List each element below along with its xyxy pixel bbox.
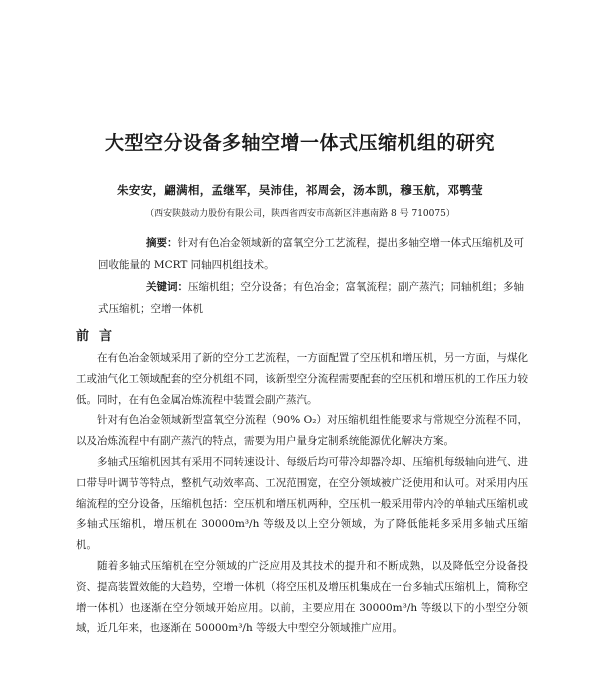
paper-title: 大型空分设备多轴空增一体式压缩机组的研究: [104, 132, 495, 154]
body-paragraph: 在有色冶金领域采用了新的空分工艺流程，一方面配置了空压机和增压机，另一方面，与煤化工或油气化工领域配套的空分机组不同，该新型空分流程需要配套的空压机和增压机的工作压力较低。同时，在有色金属冶炼流程中装置会副产蒸汽。: [76, 352, 528, 406]
keywords-text: 压缩机组；空分设备；有色冶金；富氧流程；副产蒸汽；同轴机组；多轴式压缩机；空增一体机: [98, 281, 524, 315]
affiliation: （西安陕鼓动力股份有限公司，陕西省西安市高新区沣惠南路 8 号 710075）: [145, 209, 455, 219]
body-text: [76, 348, 528, 639]
abstract-label: 摘要：: [146, 237, 178, 249]
author-list: 朱安安，翩满相，孟继军，吴沛佳，祁周会，汤本凯，穆玉航，邓鹗莹: [117, 183, 483, 197]
section-heading: 前言: [76, 329, 123, 344]
body-paragraph: 多轴式压缩机因其有采用不同转速设计、每级后均可带冷却器冷却、压缩机每级轴向进气、进口带导叶调节等特点，整机气动效率高、工况范围宽，在空分领域被广泛使用和认可。对采用内压缩流程的空分设备，压缩机包括：空压机和增压机两种，空压机一般采用带内冷的单轴式压缩机或多轴式压缩机，增压机在 30000m³/h 等级及以上空分领域，为了降低能耗多采用多轴式压缩机。: [76, 455, 528, 552]
abstract: [98, 232, 526, 276]
keywords-label: 关键词：: [146, 281, 188, 293]
body-paragraph: 随着多轴式压缩机在空分领域的广泛应用及其技术的提升和不断成熟，以及降低空分设备投资、提高装置效能的大趋势，空增一体机（将空压机及增压机集成在一台多轴式压缩机上，简称空增一体机）也逐渐在空分领域开始应用。以前，主要应用在 30000m³/h 等级以下的小型空分领域，近几年来，也逐渐在 50000m³/h 等级大中型空分领域推广应用。: [76, 559, 528, 635]
abstract-text: 针对有色冶金领域新的富氧空分工艺流程，提出多轴空增一体式压缩机及可回收能量的 MCRT 同轴四机组技术。: [98, 237, 524, 271]
keywords: [98, 276, 526, 320]
body-paragraph: 针对有色冶金领域新型富氧空分流程（90% O₂）对压缩机组性能要求与常规空分流程不同，以及冶炼流程中有副产蒸汽的特点，需要为用户量身定制系统能源优化解决方案。: [76, 414, 528, 448]
